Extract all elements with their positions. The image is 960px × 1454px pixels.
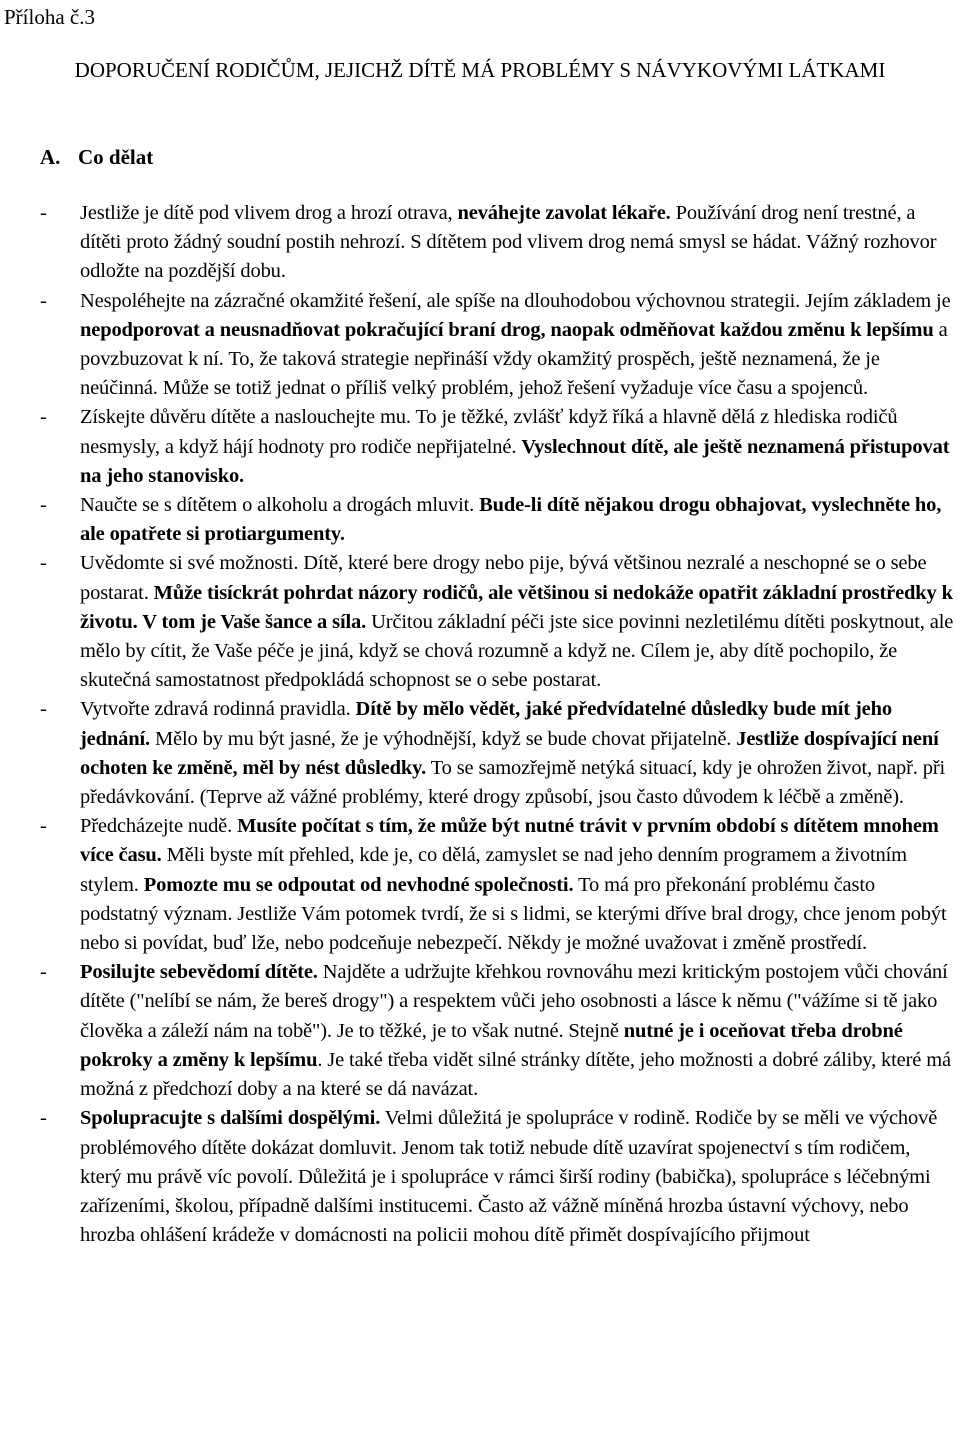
list-item: [40, 403, 956, 491]
list-item: [40, 1104, 956, 1250]
body-text: Získejte důvěru dítěte a naslouchejte mu. To je těžké, zvlášť když říká a hlavně dělá z hlediska rodičů nesmysly, a když hájí hodnoty pro rodiče nepřijatelné.: [80, 406, 898, 458]
body-text: Mělo by mu být jasné, že je výhodnější, když se bude chovat přijatelně.: [150, 727, 737, 750]
bold-text: Jestliže dospívající není ochoten ke změně, měl by nést důsledky.: [80, 727, 939, 779]
list-bullet: -: [40, 815, 47, 838]
bold-text: Pomozte mu se odpoutat od nevhodné společnosti.: [143, 873, 574, 896]
list-bullet: -: [40, 552, 47, 575]
body-text: Předcházejte nudě.: [80, 815, 238, 838]
list-bullet: -: [40, 406, 47, 429]
list-bullet: -: [40, 1107, 47, 1130]
list-item: [40, 958, 956, 1104]
section-title: Co dělat: [78, 145, 154, 169]
bold-text: Spolupracujte s dalšími dospělými.: [80, 1107, 381, 1130]
body-text: Nespoléhejte na zázračné okamžité řešení, ale spíše na dlouhodobou výchovnou strategii. Jejím základem je: [80, 289, 951, 312]
list-bullet: -: [40, 494, 47, 517]
bold-text: Vyslechnout dítě, ale ještě neznamená přistupovat na jeho stanovisko.: [80, 435, 950, 487]
appendix-label: Příloha č.3: [4, 5, 95, 29]
list-item: [40, 199, 956, 287]
list-item: [40, 812, 956, 958]
body-text: Najděte a udržujte křehkou rovnováhu mezi kritickým postojem vůči chování dítěte ("nelíbí se nám, že bereš drogy") a respektem vůči jeho osobnosti a lásce k němu ("vážíme si tě jako člověka a záleží nám na tobě"). Je to těžké, je to však nutné. Stejně: [80, 961, 948, 1042]
body-text: Vytvořte zdravá rodinná pravidla.: [80, 698, 356, 721]
body-text: Uvědomte si své možnosti. Dítě, které bere drogy nebo pije, bývá většinou nezralé a neschopné se o sebe postarat.: [80, 552, 927, 604]
list-item: [40, 491, 956, 549]
list-item: [40, 695, 956, 812]
list-bullet: -: [40, 202, 47, 224]
bold-text: Dítě by mělo vědět, jaké předvídatelné důsledky bude mít jeho jednání.: [80, 698, 892, 750]
bold-text: Může tisíckrát pohrdat názory rodičů, ale většinou si nedokáže opatřit základní prostředky k životu. V tom je Vaše šance a síla.: [80, 581, 953, 633]
section-heading: [40, 144, 153, 171]
body-text: a povzbuzovat k ní. To, že taková strategie nepřináší vždy okamžitý prospěch, ještě neznamená, že je neúčinná. Může se totiž jednat o příliš velký problém, jehož řešení vyžaduje více času a spojenců.: [80, 318, 948, 400]
list-bullet: -: [40, 961, 47, 984]
list-item: [40, 549, 956, 695]
body-text: . Je také třeba vidět silné stránky dítěte, jeho možnosti a dobré záliby, které má možná z předchozí doby a na které se dá navázat.: [80, 1048, 951, 1101]
bold-text: Posilujte sebevědomí dítěte.: [80, 961, 318, 984]
list-bullet: -: [40, 289, 47, 312]
body-text: Měli byste mít přehled, kde je, co dělá, zamyslet se nad jeho denním programem a životním stylem.: [80, 844, 907, 896]
body-text: Naučte se s dítětem o alkoholu a drogách mluvit.: [80, 494, 480, 517]
body-text: Velmi důležitá je spolupráce v rodině. Rodiče by se měli ve výchově problémového dítěte dokázat domluvit. Jenom tak totiž nebude dítě uzavírat spojenectví s tím rodičem, který mu právě víc povolí. Důležitá je i spolupráce v rámci širší rodiny (babička), spolupráce s léčebnými zařízeními, školou, případně dalšími institucemi. Často až vážně míněná hrozba ústavní výchovy, nebo hrozba ohlášení krádeže v domácnosti na policii mohou dítě přimět dospívajícího přijmout: [80, 1107, 938, 1247]
body-text: To má pro překonání problému často podstatný význam. Jestliže Vám potomek tvrdí, že si s lidmi, se kterými dříve bral drogy, chce jenom pobýt nebo si povídat, buď lže, nebo podceňuje nebezpečí. Někdy je možné uvažovat i změně prostředí.: [80, 873, 947, 955]
recommendation-list: [40, 199, 956, 1250]
body-text: Určitou základní péči jste sice povinni nezletilému dítěti poskytnout, ale mělo by cítit, že Vaše péče je jiná, když se chová rozumně a když ne. Cílem je, aby dítě pochopilo, že skutečná samostatnost předpokládá schopnost se o sebe postarat.: [80, 610, 954, 692]
body-text: Používání drog není trestné, a dítěti proto žádný soudní postih nehrozí. S dítětem pod vlivem drog nemá smysl se hádat. Vážný rozhovor odložte na pozdější dobu.: [80, 202, 937, 283]
list-bullet: -: [40, 698, 47, 721]
document-title: DOPORUČENÍ RODIČŮM, JEJICHŽ DÍTĚ MÁ PROBLÉMY S NÁVYKOVÝMI LÁTKAMI: [74, 58, 886, 82]
bold-text: Musíte počítat s tím, že může být nutné trávit v prvním období s dítětem mnohem více času.: [80, 815, 939, 867]
bold-text: Bude-li dítě nějakou drogu obhajovat, vyslechněte ho, ale opatřete si protiargumenty.: [80, 494, 942, 546]
body-text: To se samozřejmě netýká situací, kdy je ohrožen život, např. při předávkování. (Teprve až vážné problémy, které drogy způsobí, jsou často důvodem k léčbě a změně).: [80, 756, 946, 809]
section-number: A.: [40, 145, 61, 169]
bold-text: neváhejte zavolat lékaře.: [457, 202, 671, 224]
bold-text: nepodporovat a neusnadňovat pokračující braní drog, naopak odměňovat každou změnu k lepšímu: [80, 318, 934, 341]
body-text: Jestliže je dítě pod vlivem drog a hrozí otrava,: [80, 202, 458, 224]
list-item: [40, 287, 956, 404]
bold-text: nutné je i oceňovat třeba drobné pokroky a změny k lepšímu: [80, 1019, 903, 1071]
